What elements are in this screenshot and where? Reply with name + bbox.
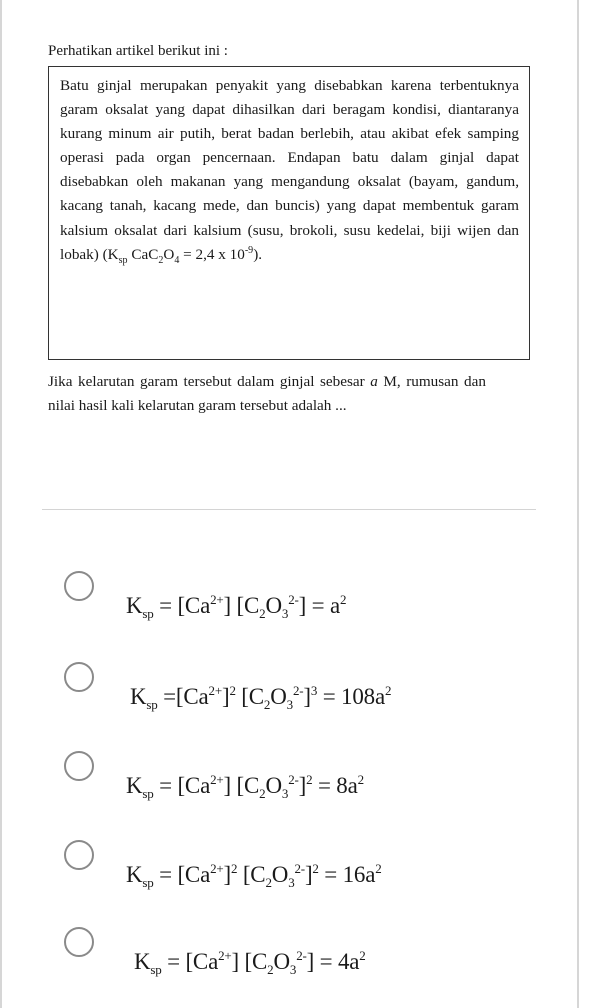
formula-part: ] [223, 593, 231, 618]
divider [42, 509, 536, 510]
formula-part: = [Ca [161, 949, 219, 974]
formula-part: 2- [288, 592, 299, 607]
option-formula [126, 860, 382, 890]
answer-option-1[interactable] [64, 571, 564, 621]
formula-part: K [126, 773, 143, 798]
formula-part: 2 [263, 697, 271, 712]
formula-part: = [Ca [153, 773, 211, 798]
formula-part: 2- [294, 861, 305, 876]
formula-part: sp [142, 606, 154, 621]
article-body: Batu ginjal merupakan penyakit yang disebabkan karena terbentuknya garam oksalat yang dapat dihasilkan dari beragam kondisi, diantaranya kurang minum air putih, berat badan berlebih, atau akibat efek samping operasi pada organ pencernaan. Endapan batu dalam ginjal dapat disebabkan oleh makanan yang mengandung oksalat (bayam, gandum, kacang tanah, kacang mede, dan buncis) yang dapat membentuk garam kalsium oksalat dari kalsium (susu, brokoli, susu kedelai, biji wijen dan lobak) (K [60, 77, 519, 263]
formula-part: ] [303, 684, 311, 709]
formula-part: 2- [292, 683, 304, 698]
formula-part: 2 [339, 592, 347, 607]
formula-part: [C [230, 773, 260, 798]
formula-part: 3 [281, 786, 289, 801]
formula-part: 2 [375, 861, 382, 876]
formula-part: sp [142, 875, 154, 890]
formula-part: 2 [259, 606, 266, 621]
formula-part: 2- [296, 948, 307, 963]
option-formula [134, 947, 366, 977]
formula-part: ] [223, 773, 231, 798]
formula-part: sp [142, 786, 154, 801]
article-value: = 2,4 x 10 [179, 245, 245, 263]
radio-button[interactable] [64, 840, 94, 870]
formula-part: 2 [230, 861, 238, 876]
answer-option-2[interactable] [64, 662, 564, 712]
formula-part: 2+ [210, 772, 224, 787]
option-formula [126, 591, 346, 621]
formula-part: = [Ca [153, 593, 211, 618]
question-part-2: M, rumusan dan nilai hasil kali kelarutan garam tersebut adalah ... [48, 373, 486, 414]
formula-part: 3 [289, 962, 297, 977]
formula-part: 2 [384, 683, 392, 698]
question-variable: a [370, 373, 378, 390]
answer-option-3[interactable] [64, 751, 564, 801]
formula-part: = 16a [318, 862, 376, 887]
formula-part: 2 [267, 962, 274, 977]
formula-part: K [126, 862, 143, 887]
formula-part: 2 [229, 683, 236, 698]
radio-button[interactable] [64, 927, 94, 957]
answer-option-4[interactable] [64, 840, 564, 890]
formula-part: [C [235, 684, 264, 709]
article-formula-o: O [163, 245, 175, 263]
formula-part: 2 [259, 786, 266, 801]
formula-part: sp [146, 697, 158, 712]
formula-part: O [270, 684, 287, 709]
formula-part: 2 [306, 772, 313, 787]
formula-part: K [126, 593, 143, 618]
formula-part: 2+ [208, 683, 222, 698]
formula-part: 3 [288, 875, 295, 890]
formula-part: ] [298, 773, 307, 798]
formula-part: O [265, 593, 282, 618]
formula-part: 3 [286, 697, 293, 712]
formula-part: O [265, 773, 282, 798]
formula-part: 3 [310, 683, 318, 698]
formula-part: O [273, 949, 290, 974]
formula-part: 2 [265, 875, 272, 890]
article-exponent: -9 [244, 244, 254, 256]
formula-part: K [130, 684, 147, 709]
formula-part: = [Ca [153, 862, 211, 887]
formula-part: ] [221, 684, 230, 709]
formula-part: ] [304, 862, 313, 887]
formula-part: = a [306, 593, 340, 618]
question-text [48, 370, 486, 417]
formula-part: [C [238, 949, 268, 974]
formula-part: ] [306, 949, 315, 974]
intro-text: Perhatikan artikel berikut ini : [48, 43, 228, 59]
formula-part: = 8a [312, 773, 358, 798]
formula-part: O [271, 862, 289, 887]
question-part-1: Jika kelarutan garam tersebut dalam ginjal sebesar [48, 373, 371, 390]
formula-part: sp [150, 962, 162, 977]
formula-part: 2 [359, 948, 366, 963]
formula-part: =[Ca [157, 684, 209, 709]
option-formula [130, 682, 391, 712]
formula-part: = 4a [314, 949, 360, 974]
formula-part: ] [223, 862, 231, 887]
formula-part: [C [230, 593, 260, 618]
article-box [48, 66, 530, 360]
article-end: ). [253, 245, 263, 263]
article-formula-c-sub: 2 [158, 254, 164, 266]
article-formula-o-sub: 4 [174, 254, 180, 266]
formula-part: 3 [281, 606, 289, 621]
formula-part: ] [231, 949, 239, 974]
left-border [0, 0, 2, 1008]
formula-part: 2+ [218, 948, 232, 963]
radio-button[interactable] [64, 662, 94, 692]
option-formula [126, 771, 364, 801]
formula-part: K [134, 949, 151, 974]
formula-part: 2- [288, 772, 299, 787]
answer-option-5[interactable] [64, 927, 564, 977]
article-formula-ca: CaC [127, 245, 159, 263]
radio-button[interactable] [64, 571, 94, 601]
formula-part: 2+ [210, 861, 224, 876]
formula-part: [C [237, 862, 266, 887]
formula-part: 2+ [210, 592, 224, 607]
right-border [577, 0, 579, 1008]
radio-button[interactable] [64, 751, 94, 781]
formula-part: ] [298, 593, 307, 618]
article-ksp-sub: sp [118, 254, 128, 266]
formula-part: = 108a [317, 684, 385, 709]
formula-part: 2 [312, 861, 319, 876]
formula-part: 2 [357, 772, 364, 787]
